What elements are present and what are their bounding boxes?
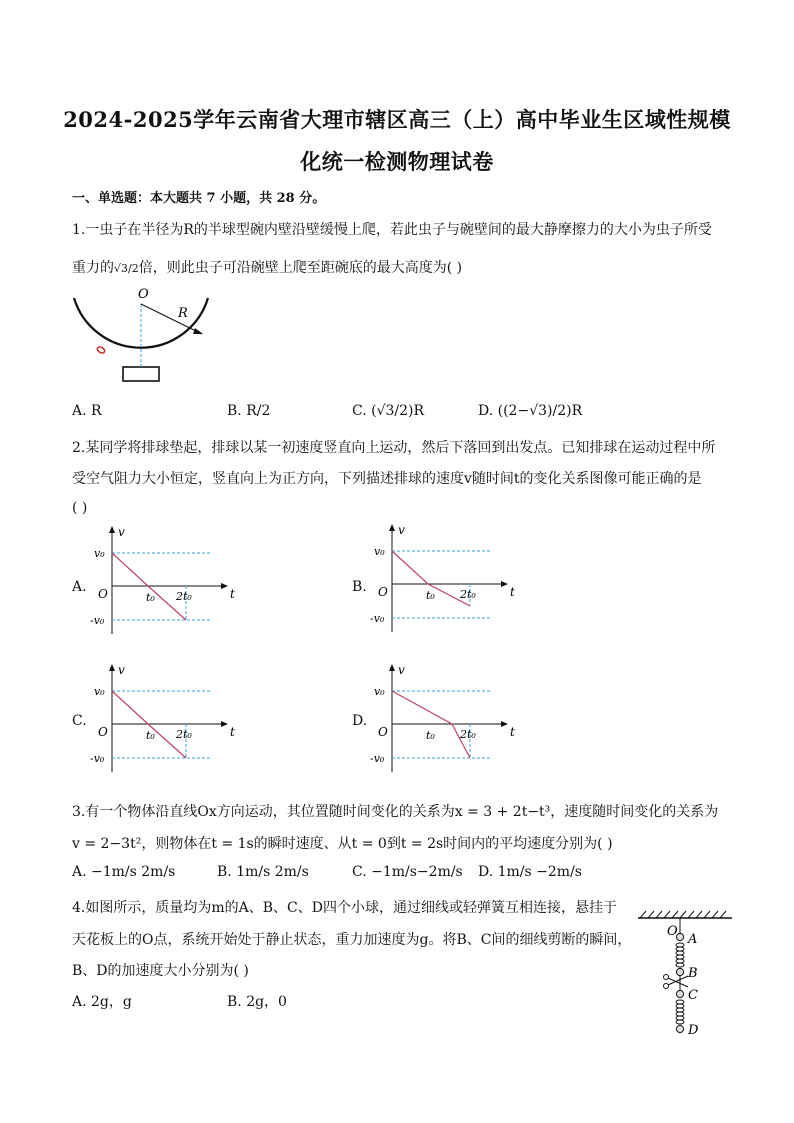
q2-graph-d [370, 662, 530, 780]
graph-label-origin: O [378, 585, 388, 599]
t-axis-arrow [221, 583, 228, 589]
q3-option-b: B. 1m/s 2m/s [217, 864, 309, 880]
graph-label-t0: t₀ [146, 729, 155, 742]
q1-option-d: D. ((2−√3)/2)R [478, 403, 583, 419]
graph-label-neg-v0: -v₀ [370, 752, 385, 765]
ball-b [676, 968, 683, 975]
q1-option-b: B. R/2 [227, 403, 271, 419]
graph-label-origin: O [378, 725, 388, 739]
ball-d [676, 1025, 683, 1032]
q2-option-d: D. [352, 713, 368, 729]
graph-label-v0: v₀ [94, 547, 105, 560]
graph-label-v: v [398, 523, 405, 537]
q2-line1: 2.某同学将排球垫起，排球以某一初速度竖直向上运动，然后下落回到出发点。已知排球在运动过程中所 [72, 440, 716, 456]
section-heading: 一、单选题：本大题共 7 小题，共 28 分。 [72, 191, 326, 206]
spring-label-A: A [688, 932, 698, 947]
q2-line3: ( ) [72, 500, 88, 516]
radius-line [141, 304, 202, 334]
q3-option-a: A. −1m/s 2m/s [72, 864, 176, 880]
ball-c [676, 990, 683, 997]
q3-option-c: C. −1m/s−2m/s [352, 864, 463, 880]
q2-option-c: C. [72, 713, 87, 729]
graph-label-2t0: 2t₀ [176, 728, 192, 741]
graph-label-t: t [510, 585, 515, 599]
q4-line1: 4.如图所示，质量均为m的A、B、C、D四个小球，通过细线或轻弹簧互相连接，悬挂于 [72, 900, 617, 916]
graph-label-v: v [398, 663, 405, 677]
spring-label-C: C [688, 988, 698, 1003]
spring-label-D: D [688, 1023, 699, 1038]
fig-label-O: O [138, 287, 149, 302]
ceiling-hatch [640, 911, 726, 918]
bowl-base [123, 367, 159, 381]
spring-ab [676, 943, 684, 967]
v-axis-arrow [389, 664, 395, 671]
q3-line1: 3.有一个物体沿直线Ox方向运动，其位置随时间变化的关系为x = 3 + 2t−t³，速度随时间变化的关系为 [72, 804, 719, 820]
t-axis-arrow [501, 721, 508, 727]
q3-line2: v = 2−3t²，则物体在t = 1s的瞬时速度、从t = 0到t = 2s时间内的平均速度分别为( ) [72, 836, 613, 852]
t-axis-arrow [501, 581, 508, 587]
q1-line1: 1.一虫子在半径为R的半球型碗内壁沿壁缓慢上爬，若此虫子与碗壁间的最大静摩擦力的大小为虫子所受 [72, 222, 712, 238]
graph-label-neg-v0: -v₀ [370, 612, 385, 625]
doc-title-line2: 化统一检测物理试卷 [300, 149, 494, 174]
v-axis-arrow [389, 524, 395, 531]
graph-label-2t0: 2t₀ [176, 590, 192, 603]
spring-label-O: O [667, 924, 678, 939]
spring-label-B: B [688, 966, 698, 981]
graph-label-t: t [510, 725, 515, 739]
bug-icon [96, 346, 106, 355]
q2-option-b: B. [352, 579, 367, 595]
v-axis-arrow [109, 664, 115, 671]
scissors-icon [664, 975, 689, 989]
doc-title-line1: 2024-2025学年云南省大理市辖区高三（上）高中毕业生区域性规模 [63, 107, 731, 132]
q1-line2-pre: 重力的 [72, 260, 114, 276]
q1-line2 [72, 257, 462, 277]
q3-option-d: D. 1m/s −2m/s [478, 864, 582, 880]
q1-fraction: √3/2 [114, 262, 139, 275]
q2-option-a: A. [72, 579, 87, 595]
graph-label-v0: v₀ [374, 545, 385, 558]
graph-label-origin: O [98, 725, 108, 739]
q4-option-a: A. 2g，g [72, 994, 132, 1010]
q4-line3: B、D的加速度大小分别为( ) [72, 963, 249, 979]
q1-bowl-figure [66, 284, 216, 384]
q1-option-c: C. (√3/2)R [352, 403, 425, 419]
q4-option-b: B. 2g，0 [227, 994, 287, 1010]
q2-graph-a [90, 524, 250, 642]
graph-label-v: v [118, 663, 125, 677]
graph-label-t0: t₀ [426, 589, 435, 602]
graph-label-t0: t₀ [146, 591, 155, 604]
graph-label-v0: v₀ [94, 685, 105, 698]
q4-line2: 天花板上的O点，系统开始处于静止状态，重力加速度为g。将B、C间的细线剪断的瞬间， [72, 932, 632, 948]
radius-arrowhead [193, 328, 203, 334]
graph-label-neg-v0: -v₀ [90, 614, 105, 627]
graph-label-t: t [230, 725, 235, 739]
graph-label-t0: t₀ [426, 729, 435, 742]
graph-label-t: t [230, 587, 235, 601]
q1-line2-post: 倍，则此虫子可沿碗壁上爬至距碗底的最大高度为( ) [138, 260, 463, 276]
graph-label-neg-v0: -v₀ [90, 752, 105, 765]
q4-spring-figure [630, 905, 740, 1045]
q2-line2: 受空气阻力大小恒定，竖直向上为正方向，下列描述排球的速度v随时间t的变化关系图像可能正确的是 [72, 471, 702, 487]
graph-label-2t0: 2t₀ [460, 588, 476, 601]
v-axis-arrow [109, 526, 115, 533]
spring-cd [676, 1000, 684, 1024]
fig-label-R: R [178, 306, 188, 321]
t-axis-arrow [221, 721, 228, 727]
q2-graph-c [90, 662, 250, 780]
graph-label-2t0: 2t₀ [460, 728, 476, 741]
graph-label-v: v [118, 525, 125, 539]
q1-option-a: A. R [72, 403, 102, 419]
q2-graph-b [370, 522, 530, 640]
graph-label-v0: v₀ [374, 685, 385, 698]
graph-label-origin: O [98, 587, 108, 601]
